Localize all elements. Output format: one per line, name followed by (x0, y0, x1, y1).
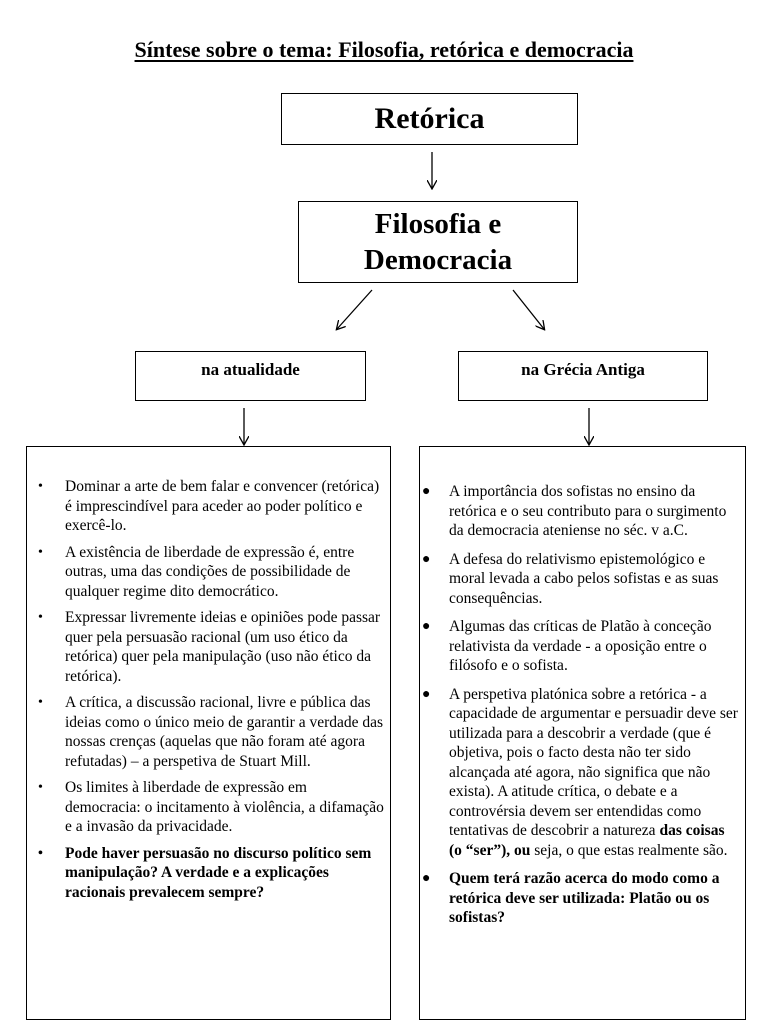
node-na-atualidade-label: na atualidade (201, 360, 300, 379)
list-item: • Dominar a arte de bem falar e convencer (retórica) é imprescindível para aceder ao poder político e exercê-lo. (38, 478, 380, 534)
list-item: • A existência de liberdade de expressão é, entre outras, uma das condições de possibilidade de qualquer regime dito democrático. (38, 543, 355, 600)
node-na-grecia-antiga-label: na Grécia Antiga (521, 360, 645, 379)
list-item: • Os limites à liberdade de expressão em democracia: o incitamento à violência, a difamação e a invasão da privacidade. (38, 779, 384, 835)
list-box-atualidade (26, 446, 391, 1020)
node-retorica-label: Retórica (374, 102, 485, 135)
list-item: ● A perspetiva platónica sobre a retórica - a capacidade de argumentar e persuadir deve ser utilizada para a descobrir a verdade (que é objetiva, pois o facto desta não ter sido alcançada até agora, não significa que não exista). A atitude crítica, o debate e a controvérsia devem ser entendidas como tentativas de descobrir a natureza das coisas (o “ser”), ou seja, o que estas realmente são. (422, 685, 738, 859)
list-item: ● A defesa do relativismo epistemológico e moral levada a cabo pelos sofistas e as suas consequências. (422, 550, 719, 607)
page-title: Síntese sobre o tema: Filosofia, retórica e democracia (134, 37, 634, 62)
list-item: • A crítica, a discussão racional, livre e pública das ideias como o único meio de garantir a verdade das nossas crenças (aquelas que não foram até agora refutadas) – a perspetiva de Stuart Mill. (38, 694, 384, 770)
node-middle-line1: Filosofia e (374, 208, 502, 240)
list-atualidade (38, 477, 385, 909)
list-item: ● A importância dos sofistas no ensino da retórica e o seu contributo para o surgimento da democracia ateniense no séc. v a.C. (422, 483, 727, 539)
node-na-atualidade (135, 351, 366, 401)
list-item-question: • Pode haver persuasão no discurso político sem manipulação? A verdade e a explicações racionais prevalecem sempre? (38, 844, 372, 901)
node-retorica (281, 93, 578, 145)
list-item: • Expressar livremente ideias e opiniões pode passar quer pela persuasão racional (um uso ético da retórica) quer pela manipulação (uso não ético da retórica). (38, 609, 381, 685)
arrow-middle-to-right (513, 290, 544, 329)
node-na-grecia-antiga (458, 351, 708, 401)
list-item-question: ● Quem terá razão acerca do modo como a retórica deve ser utilizada: Platão ou os sofistas? (422, 870, 720, 926)
list-item: ● Algumas das críticas de Platão à conceção relativista da verdade - a oposição entre o filósofo e o sofista. (422, 618, 712, 674)
list-grecia-antiga (422, 482, 741, 937)
arrow-middle-to-left (337, 290, 372, 329)
node-filosofia-democracia (298, 201, 578, 283)
list-box-grecia-antiga (419, 446, 746, 1020)
node-middle-line2: Democracia (363, 244, 513, 276)
